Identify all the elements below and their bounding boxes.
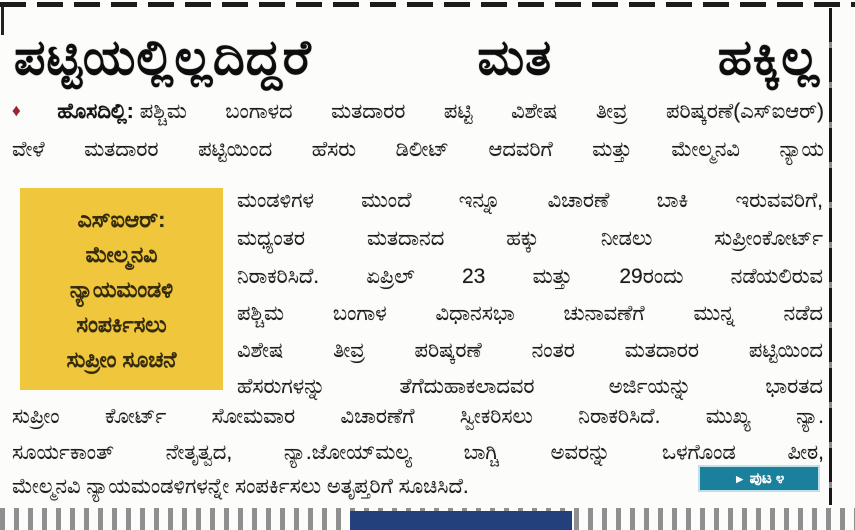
body-line: ವೇಳೆ ಮತದಾರರ ಪಟ್ಟಿಯಿಂದ ಹೆಸರು ಡಿಲೀಟ್ ಆದವರಿಗೆ ಮತ್ತು ಮೇಲ್ಮನವಿ ನ್ಯಾಯ [12,138,824,161]
pull-quote-line: ನ್ಯಾಯಮಂಡಳಿ [69,276,174,302]
continuation-badge [700,467,818,490]
pull-quote-line: ಸುಪ್ರೀಂ ಸೂಚನೆ [66,346,177,372]
body-text: ಪಶ್ಚಿಮ ಬಂಗಾಳದ ಮತದಾರರ ಪಟ್ಟಿ ವಿಶೇಷ ತೀವ್ರ ಪರಿಷ್ಕರಣೆ(ಎಸ್‌ಐಆರ್) [139,100,824,123]
body-line-dateline [12,97,824,128]
left-corner-mark [1,7,4,35]
body-line: ಹೆಸರುಗಳನ್ನು ತೆಗೆದುಹಾಕಲಾದವರ ಅರ್ಜಿಯನ್ನು ಭಾರತದ [237,375,823,398]
headline: ಪಟ್ಟಿಯಲ್ಲಿಲ್ಲದಿದ್ದರೆ ಮತ ಹಕ್ಕಿಲ್ಲ [14,31,820,85]
pull-quote-line: ಎಸ್‌ಐಆರ್: [77,206,166,232]
bottom-navy-bar [350,511,572,530]
body-line: ಮಂಡಳಿಗಳ ಮುಂದೆ ಇನ್ನೂ ವಿಚಾರಣೆ ಬಾಕಿ ಇರುವವರಿಗೆ, [237,189,823,212]
column-rule [829,8,832,505]
body-line: ವಿಶೇಷ ತೀವ್ರ ಪರಿಷ್ಕರಣೆ ನಂತರ ಮತದಾರರ ಪಟ್ಟಿಯಿಂದ [237,339,823,362]
arrow-right-icon: ► [733,471,746,486]
body-line: ಮೇಲ್ಮನವಿ ನ್ಯಾಯಮಂಡಳಿಗಳನ್ನೇ ಸಂಪರ್ಕಿಸಲು ಅತೃಪ್ತರಿಗೆ ಸೂಚಿಸಿದೆ. [12,475,469,498]
pull-quote-line: ಸಂಪರ್ಕಿಸಲು [76,311,167,337]
top-dashed-border [0,2,855,7]
pull-quote-box [20,188,223,390]
body-line: ಸೂರ್ಯಕಾಂತ್ ನೇತೃತ್ವದ, ನ್ಯಾ.ಜೋಯ್‌ಮಲ್ಯ ಬಾಗ್ಚಿ ಅವರನ್ನು ಒಳಗೊಂಡ ಪೀಠ, [12,441,824,464]
body-line: ನಿರಾಕರಿಸಿದೆ. ಏಪ್ರಿಲ್ 23 ಮತ್ತು 29ರಂದು ನಡೆಯಲಿರುವ [237,265,823,288]
bullet-diamond-icon: ♦ [12,101,54,120]
body-line: ಮಧ್ಯಂತರ ಮತದಾನದ ಹಕ್ಕು ನೀಡಲು ಸುಪ್ರೀಂಕೋರ್ಟ್ [237,227,823,250]
pull-quote-line: ಮೇಲ್ಮನವಿ [85,241,158,267]
continuation-badge-label: ಪುಟ ೪ [749,470,785,487]
body-line: ಸುಪ್ರೀಂ ಕೋರ್ಟ್ ಸೋಮವಾರ ವಿಚಾರಣೆಗೆ ಸ್ವೀಕರಿಸಲು ನಿರಾಕರಿಸಿದೆ. ಮುಖ್ಯ ನ್ಯಾ. [12,405,824,428]
dateline: ಹೊಸದಿಲ್ಲಿ: [57,100,134,123]
body-line: ಪಶ್ಚಿಮ ಬಂಗಾಳ ವಿಧಾನಸಭಾ ಚುನಾವಣೆಗೆ ಮುನ್ನ ನಡೆದ [237,302,823,325]
